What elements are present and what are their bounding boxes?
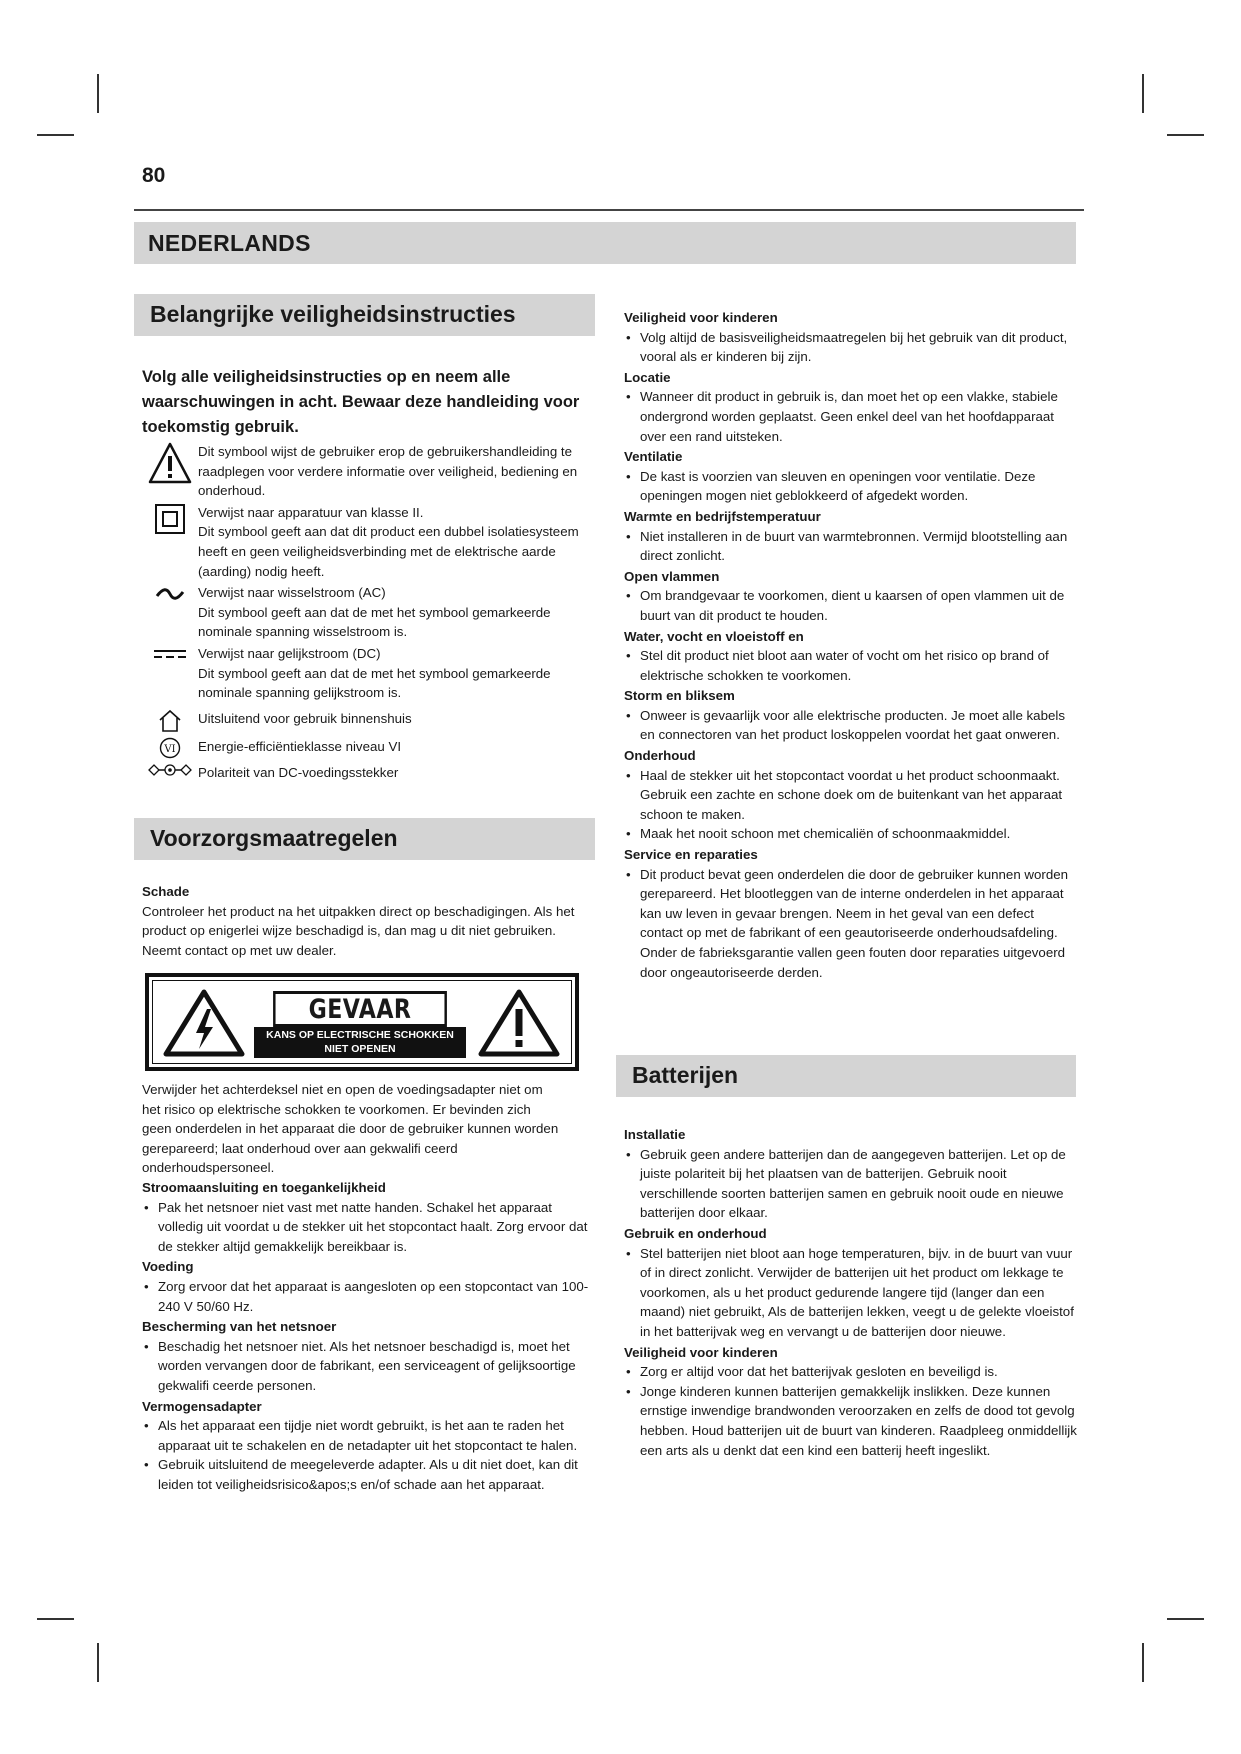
- subsection: [624, 1125, 1079, 1223]
- bullet-icon: •: [626, 707, 631, 723]
- paragraph: Controleer het product na het uitpakken direct op beschadigingen. Als het product op enigerlei wijze beschadigd is, dan mag u dit niet gebruiken. Neemt contact op met uw dealer.: [142, 903, 575, 958]
- symbol-row: [142, 737, 586, 759]
- subheading: Water, vocht en vloeistoff en: [624, 628, 804, 644]
- bullet-icon: •: [144, 1457, 149, 1473]
- symbol-row: [142, 503, 586, 581]
- bullet-icon: •: [626, 389, 631, 405]
- list-item: [624, 824, 1079, 844]
- language-header: [134, 222, 1076, 264]
- list-item: [142, 1455, 596, 1494]
- list-item: [624, 1244, 1079, 1342]
- symbol-description: [198, 737, 586, 757]
- subheading: Warmte en bedrijfstemperatuur: [624, 508, 821, 524]
- bullet-icon: •: [626, 826, 631, 842]
- list-item-text: Maak het nooit schoon met chemicaliën of schoonmaakmiddel.: [640, 826, 1011, 842]
- header-rule: [134, 209, 1084, 211]
- subheading: Bescherming van het netsnoer: [142, 1319, 337, 1335]
- symbol-row: [142, 442, 586, 501]
- list-item: [624, 646, 1079, 685]
- section-title: Voorzorgsmaatregelen: [150, 825, 398, 851]
- crop-mark: [1167, 1618, 1204, 1620]
- list-item: [624, 527, 1079, 566]
- subheading: Locatie: [624, 369, 671, 385]
- bullet-icon: •: [144, 1338, 149, 1354]
- left-column-bottom: [142, 1080, 596, 1494]
- symbol-row: [142, 763, 586, 783]
- danger-line: NIET OPENEN: [324, 1043, 396, 1055]
- list-item-text: Jonge kinderen kunnen batterijen gemakkelijk inslikken. Deze kunnen ernstige inwendige brandwonden veroorzaken en zelfs de dood tot gevolg hebben. Houd batterijen uit de buurt van kinderen. Raadpleeg onmiddellijk een arts als u denkt dat een kind een batterij heeft ingeslikt.: [640, 1383, 1077, 1458]
- list-item: [624, 865, 1079, 983]
- subsection: [142, 1397, 596, 1495]
- subsection: [624, 567, 1079, 626]
- right-sections: [624, 308, 1079, 982]
- subsection: [624, 368, 1079, 446]
- symbol-text: Dit symbool geeft aan dat de met het symbool gemarkeerde nominale spanning wisselstroom is.: [198, 604, 551, 640]
- symbol-list: [142, 442, 586, 782]
- symbol-text: Verwijst naar apparatuur van klasse II.: [198, 504, 424, 520]
- subheading: Installatie: [624, 1127, 686, 1142]
- subsection: [624, 627, 1079, 686]
- right-column-top: [624, 308, 1079, 982]
- symbol-text: Dit symbool geeft aan dat dit product een dubbel isolatiesysteem heeft en geen veiligheidsverbinding met de elektrische aarde (aarding) nodig heeft.: [198, 524, 579, 579]
- subheading: Gebruik en onderhoud: [624, 1225, 767, 1241]
- list-item: [624, 387, 1079, 446]
- list-item-text: Wanneer dit product in gebruik is, dan moet het op een vlakke, stabiele ondergrond worden geplaatst. Geen enkel deel van het hoofdapparaat over een rand uitsteken.: [640, 389, 1058, 444]
- crop-mark: [1167, 134, 1204, 136]
- battery-sections: [624, 1125, 1079, 1460]
- list-item: [624, 766, 1079, 825]
- list-item-text: De kast is voorzien van sleuven en openingen voor ventilatie. Deze openingen mogen niet geblokkeerd of afgedekt worden.: [640, 468, 1036, 504]
- page-number: 80: [142, 164, 166, 187]
- subheading: Veiligheid voor kinderen: [624, 1344, 778, 1360]
- list-item-text: Gebruik uitsluitend de meegeleverde adapter. Als u dit niet doet, kan dit leiden tot veiligheidsrisico&apos;s en/of schade aan het apparaat.: [158, 1457, 578, 1492]
- subsection: [624, 746, 1079, 844]
- symbol-text: Uitsluitend voor gebruik binnenshuis: [198, 710, 412, 726]
- language-title: NEDERLANDS: [148, 230, 311, 256]
- subheading: Service en reparaties: [624, 847, 758, 863]
- polarity-icon: [142, 763, 198, 777]
- list-item-text: Dit product bevat geen onderdelen die door de gebruiker kunnen worden gerepareerd. Het blootleggen van de interne onderdelen in het apparaat kan uw leven in gevaar brengen. Neem in het geval van een defect contact op met de fabrikant of een geautoriseerde onderhoudsafdeling. Onder de fabrieksgarantie vallen geen fouten door reparaties uitgevoerd door ongeautoriseerde derden.: [640, 866, 1069, 980]
- electric-shock-warning-icon: [163, 989, 245, 1057]
- left-sections: [142, 1178, 596, 1495]
- indoor-house-icon: [142, 709, 198, 733]
- subsection: [624, 1343, 1079, 1461]
- list-item-text: Stel dit product niet bloot aan water of vocht om het risico op brand of elektrische schokken te voorkomen.: [640, 648, 1049, 683]
- symbol-description: [198, 583, 586, 642]
- bullet-icon: •: [626, 329, 631, 345]
- ac-icon: [142, 583, 198, 601]
- list-item-text: Zorg er altijd voor dat het batterijvak gesloten en beveiligd is.: [640, 1364, 998, 1380]
- crop-mark: [97, 74, 99, 113]
- subsection: [624, 686, 1079, 745]
- damage-block: [142, 882, 586, 960]
- symbol-text: Polariteit van DC-voedingsstekker: [198, 764, 399, 780]
- subsection: [624, 1224, 1079, 1342]
- section-title: Belangrijke veiligheidsinstructies: [150, 301, 516, 327]
- symbol-description: [198, 503, 586, 581]
- list-item: [624, 328, 1079, 367]
- list-item: [624, 1382, 1079, 1460]
- list-item: [624, 467, 1079, 506]
- subheading: Schade: [142, 884, 190, 899]
- bullet-icon: •: [626, 866, 631, 882]
- subheading: Vermogensadapter: [142, 1398, 262, 1414]
- crop-mark: [37, 1618, 74, 1620]
- list-item-text: Volg altijd de basisveiligheidsmaatregelen bij het gebruik van dit product, vooral als er kinderen bij zijn.: [640, 329, 1068, 365]
- subheading: Stroomaansluiting en toegankelijkheid: [142, 1179, 386, 1195]
- danger-text-box: [254, 991, 466, 1057]
- bullet-icon: •: [626, 1364, 631, 1380]
- symbol-text: Verwijst naar wisselstroom (AC): [198, 585, 386, 601]
- bullet-icon: •: [626, 588, 631, 604]
- symbol-text: Dit symbool geeft aan dat de met het symbool gemarkeerde nominale spanning gelijkstroom is.: [198, 665, 551, 701]
- section-header: [616, 1055, 1076, 1097]
- bullet-icon: •: [144, 1278, 149, 1294]
- crop-mark: [37, 134, 74, 136]
- symbol-description: [198, 442, 586, 501]
- section-header: [134, 294, 595, 336]
- danger-title: GEVAAR: [273, 991, 447, 1027]
- bullet-icon: •: [626, 1146, 631, 1162]
- subheading: Storm en bliksem: [624, 688, 735, 704]
- crop-mark: [1142, 74, 1144, 113]
- symbol-description: [198, 644, 586, 703]
- right-column-bottom: [624, 1125, 1079, 1460]
- danger-line: KANS OP ELECTRISCHE SCHOKKEN: [266, 1029, 454, 1041]
- bullet-icon: •: [626, 528, 631, 544]
- bullet-icon: •: [626, 767, 631, 783]
- list-item: [142, 1416, 596, 1455]
- danger-label: [145, 973, 579, 1071]
- list-item-text: Beschadig het netsnoer niet. Als het netsnoer beschadigd is, moet het worden vervangen door de fabrikant, een serviceagent of gelijksoortige gekwalifi ceerde personen.: [158, 1338, 576, 1393]
- list-item: [142, 1198, 596, 1257]
- subheading: Veiligheid voor kinderen: [624, 310, 778, 325]
- subheading: Onderhoud: [624, 748, 696, 764]
- list-item-text: Zorg ervoor dat het apparaat is aangesloten op een stopcontact van 100-240 V 50/60 Hz.: [158, 1278, 589, 1314]
- symbol-description: [198, 709, 586, 729]
- subsection: [142, 1178, 596, 1256]
- section-title: Batterijen: [632, 1062, 739, 1088]
- symbol-text: Verwijst naar gelijkstroom (DC): [198, 645, 381, 661]
- list-item-text: Om brandgevaar te voorkomen, dient u kaarsen of open vlammen uit de buurt van dit product te houden.: [640, 588, 1065, 623]
- list-item: [142, 1277, 596, 1316]
- class-ii-icon: [142, 503, 198, 535]
- symbol-description: [198, 763, 586, 783]
- list-item: [624, 706, 1079, 745]
- symbol-row: [142, 709, 586, 733]
- crop-mark: [97, 1643, 99, 1682]
- bullet-icon: •: [144, 1199, 149, 1215]
- subheading: Open vlammen: [624, 568, 720, 584]
- symbol-row: [142, 644, 586, 703]
- list-item: [142, 1337, 596, 1396]
- warning-triangle-icon: [142, 442, 198, 484]
- efficiency-vi-icon: [142, 737, 198, 759]
- subsection: [142, 1257, 596, 1316]
- bullet-icon: •: [144, 1418, 149, 1434]
- subsection: [624, 507, 1079, 566]
- symbol-row: [142, 583, 586, 642]
- intro-text: Volg alle veiligheidsinstructies op en neem alle waarschuwingen in acht. Bewaar deze handleiding voor toekomstig gebruik.: [142, 368, 580, 436]
- symbol-text: Dit symbool wijst de gebruiker erop de gebruikershandleiding te raadplegen voor verdere informatie over veiligheid, bediening en onderhoud.: [198, 444, 578, 499]
- subsection: [142, 1317, 596, 1395]
- list-item-text: Pak het netsnoer niet vast met natte handen. Schakel het apparaat volledig uit voordat u de stekker uit het stopcontact haalt. Zorg ervoor dat de stekker altijd gemakkelijk bereikbaar is.: [158, 1199, 588, 1254]
- list-item-text: Gebruik geen andere batterijen dan de aangegeven batterijen. Let op de juiste polariteit bij het plaatsen van de batterijen. Gebruik nooit verschillende soorten batterijen samen en gebruik nooit oude en nieuwe batterijen door elkaar.: [640, 1146, 1066, 1221]
- bullet-icon: •: [626, 468, 631, 484]
- list-item-text: Onweer is gevaarlijk voor alle elektrische producten. Je moet alle kabels en connectoren van het product loskoppelen voordat het gaat onweren.: [640, 707, 1065, 743]
- left-column-top: [142, 365, 586, 782]
- bullet-icon: •: [626, 1383, 631, 1399]
- crop-mark: [1142, 1643, 1144, 1682]
- subsection: [624, 845, 1079, 982]
- dc-icon: [142, 644, 198, 660]
- subsection: [624, 308, 1079, 367]
- danger-subtitle: [254, 1027, 466, 1058]
- list-item: [624, 1145, 1079, 1223]
- paragraph: Verwijder het achterdeksel niet en open de voedingsadapter niet om het risico op elektrische schokken te voorkomen. Er bevinden zich geen onderdelen in het apparaat die door de gebruiker kunnen worden gerepareerd; laat onderhoud over aan gekwalifi ceerd onderhoudspersoneel.: [142, 1082, 559, 1176]
- section-header: [134, 818, 595, 860]
- bullet-icon: •: [626, 1245, 631, 1261]
- list-item: [624, 1362, 1079, 1382]
- subheading: Voeding: [142, 1259, 194, 1275]
- symbol-text: Energie-efficiëntieklasse niveau VI: [198, 738, 402, 754]
- bullet-icon: •: [626, 648, 631, 664]
- list-item-text: Haal de stekker uit het stopcontact voordat u het product schoonmaakt. Gebruik een zachte en schone doek om de buitenkant van het apparaat schoon te maken.: [640, 767, 1063, 822]
- subheading: Ventilatie: [624, 449, 683, 465]
- subsection: [624, 447, 1079, 506]
- list-item-text: Niet installeren in de buurt van warmtebronnen. Vermijd blootstelling aan direct zonlicht.: [640, 528, 1068, 564]
- exclamation-warning-icon: [478, 989, 560, 1057]
- list-item-text: Stel batterijen niet bloot aan hoge temperaturen, bijv. in de buurt van vuur of in direct zonlicht. Verwijder de batterijen uit het product om lekkage te voorkomen, als u het product gedurende langere tijd (langer dan een maand) niet gebruikt, Als de batterijen lekken, veegt u de gelekte vloeistof in het batterijvak weg en vervangt u de batterijen door nieuwe.: [640, 1245, 1074, 1339]
- svg-text:VI: VI: [164, 743, 176, 755]
- list-item: [624, 586, 1079, 625]
- list-item-text: Als het apparaat een tijdje niet wordt gebruikt, is het aan te raden het apparaat uit te schakelen en de netadapter uit het stopcontact te halen.: [158, 1418, 578, 1453]
